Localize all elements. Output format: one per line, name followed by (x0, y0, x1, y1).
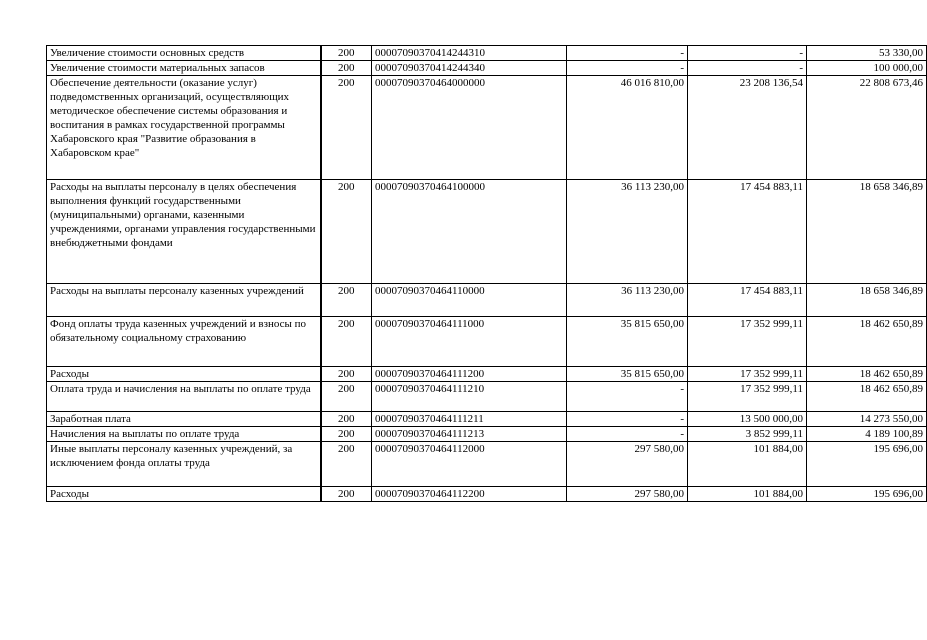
table-row (47, 180, 927, 284)
row-kbk-cell: 00007090370414244310 (372, 46, 567, 61)
row-unexecuted-cell: 53 330,00 (807, 46, 927, 61)
row-code-cell: 200 (321, 412, 372, 427)
row-name-cell: Фонд оплаты труда казенных учреждений и взносы по обязательному социальному страхованию (47, 317, 321, 367)
row-unexecuted-cell: 18 462 650,89 (807, 382, 927, 412)
row-name-cell: Заработная плата (47, 412, 321, 427)
table-row (47, 76, 927, 180)
row-executed-cell: - (688, 46, 807, 61)
row-code-cell: 200 (321, 442, 372, 487)
row-executed-cell: 101 884,00 (688, 487, 807, 502)
row-name-cell: Увеличение стоимости основных средств (47, 46, 321, 61)
row-name-cell: Расходы на выплаты персоналу казенных учреждений (47, 284, 321, 317)
row-approved-cell: 297 580,00 (567, 487, 688, 502)
row-kbk-cell: 00007090370464111000 (372, 317, 567, 367)
row-approved-cell: 46 016 810,00 (567, 76, 688, 180)
row-kbk-cell: 00007090370464112000 (372, 442, 567, 487)
row-kbk-cell: 00007090370414244340 (372, 61, 567, 76)
row-unexecuted-cell: 18 658 346,89 (807, 180, 927, 284)
row-kbk-cell: 00007090370464000000 (372, 76, 567, 180)
row-code-cell: 200 (321, 46, 372, 61)
row-name-cell: Увеличение стоимости материальных запасов (47, 61, 321, 76)
table-row (47, 427, 927, 442)
row-executed-cell: 3 852 999,11 (688, 427, 807, 442)
row-code-cell: 200 (321, 367, 372, 382)
budget-execution-table (46, 45, 927, 502)
table-row (47, 367, 927, 382)
row-code-cell: 200 (321, 76, 372, 180)
row-kbk-cell: 00007090370464111213 (372, 427, 567, 442)
row-unexecuted-cell: 22 808 673,46 (807, 76, 927, 180)
table-row (47, 412, 927, 427)
row-approved-cell: 35 815 650,00 (567, 317, 688, 367)
row-executed-cell: 13 500 000,00 (688, 412, 807, 427)
row-unexecuted-cell: 195 696,00 (807, 442, 927, 487)
row-executed-cell: - (688, 61, 807, 76)
row-unexecuted-cell: 18 658 346,89 (807, 284, 927, 317)
row-name-cell: Обеспечение деятельности (оказание услуг) подведомственных организаций, осуществляющих методическое обеспечение системы образования и воспитания в рамках государственной программы Хабаровского края "Развитие образования в Хабаровском крае" (47, 76, 321, 180)
row-unexecuted-cell: 18 462 650,89 (807, 317, 927, 367)
row-code-cell: 200 (321, 284, 372, 317)
row-code-cell: 200 (321, 427, 372, 442)
row-executed-cell: 17 352 999,11 (688, 367, 807, 382)
table-row (47, 46, 927, 61)
row-kbk-cell: 00007090370464111211 (372, 412, 567, 427)
row-executed-cell: 23 208 136,54 (688, 76, 807, 180)
row-kbk-cell: 00007090370464110000 (372, 284, 567, 317)
table-row (47, 284, 927, 317)
row-approved-cell: - (567, 412, 688, 427)
row-approved-cell: 36 113 230,00 (567, 284, 688, 317)
row-kbk-cell: 00007090370464111200 (372, 367, 567, 382)
row-approved-cell: 35 815 650,00 (567, 367, 688, 382)
row-code-cell: 200 (321, 180, 372, 284)
row-unexecuted-cell: 18 462 650,89 (807, 367, 927, 382)
table-row (47, 442, 927, 487)
row-name-cell: Расходы на выплаты персоналу в целях обеспечения выполнения функций государственными (муниципальными) органами, казенными учреждениями, органами управления государственными внебюджетными фондами (47, 180, 321, 284)
row-executed-cell: 17 352 999,11 (688, 317, 807, 367)
row-unexecuted-cell: 100 000,00 (807, 61, 927, 76)
row-unexecuted-cell: 4 189 100,89 (807, 427, 927, 442)
row-name-cell: Расходы (47, 487, 321, 502)
row-kbk-cell: 00007090370464100000 (372, 180, 567, 284)
row-code-cell: 200 (321, 317, 372, 367)
row-executed-cell: 17 352 999,11 (688, 382, 807, 412)
row-approved-cell: - (567, 46, 688, 61)
row-name-cell: Иные выплаты персоналу казенных учреждений, за исключением фонда оплаты труда (47, 442, 321, 487)
row-unexecuted-cell: 14 273 550,00 (807, 412, 927, 427)
row-approved-cell: 36 113 230,00 (567, 180, 688, 284)
row-code-cell: 200 (321, 61, 372, 76)
row-code-cell: 200 (321, 382, 372, 412)
table-row (47, 317, 927, 367)
table-row (47, 382, 927, 412)
row-executed-cell: 17 454 883,11 (688, 180, 807, 284)
row-approved-cell: 297 580,00 (567, 442, 688, 487)
row-code-cell: 200 (321, 487, 372, 502)
row-approved-cell: - (567, 427, 688, 442)
row-name-cell: Начисления на выплаты по оплате труда (47, 427, 321, 442)
table-row (47, 61, 927, 76)
row-kbk-cell: 00007090370464111210 (372, 382, 567, 412)
row-approved-cell: - (567, 382, 688, 412)
row-kbk-cell: 00007090370464112200 (372, 487, 567, 502)
row-executed-cell: 17 454 883,11 (688, 284, 807, 317)
row-name-cell: Оплата труда и начисления на выплаты по оплате труда (47, 382, 321, 412)
row-unexecuted-cell: 195 696,00 (807, 487, 927, 502)
row-name-cell: Расходы (47, 367, 321, 382)
table-row (47, 487, 927, 502)
row-approved-cell: - (567, 61, 688, 76)
row-executed-cell: 101 884,00 (688, 442, 807, 487)
